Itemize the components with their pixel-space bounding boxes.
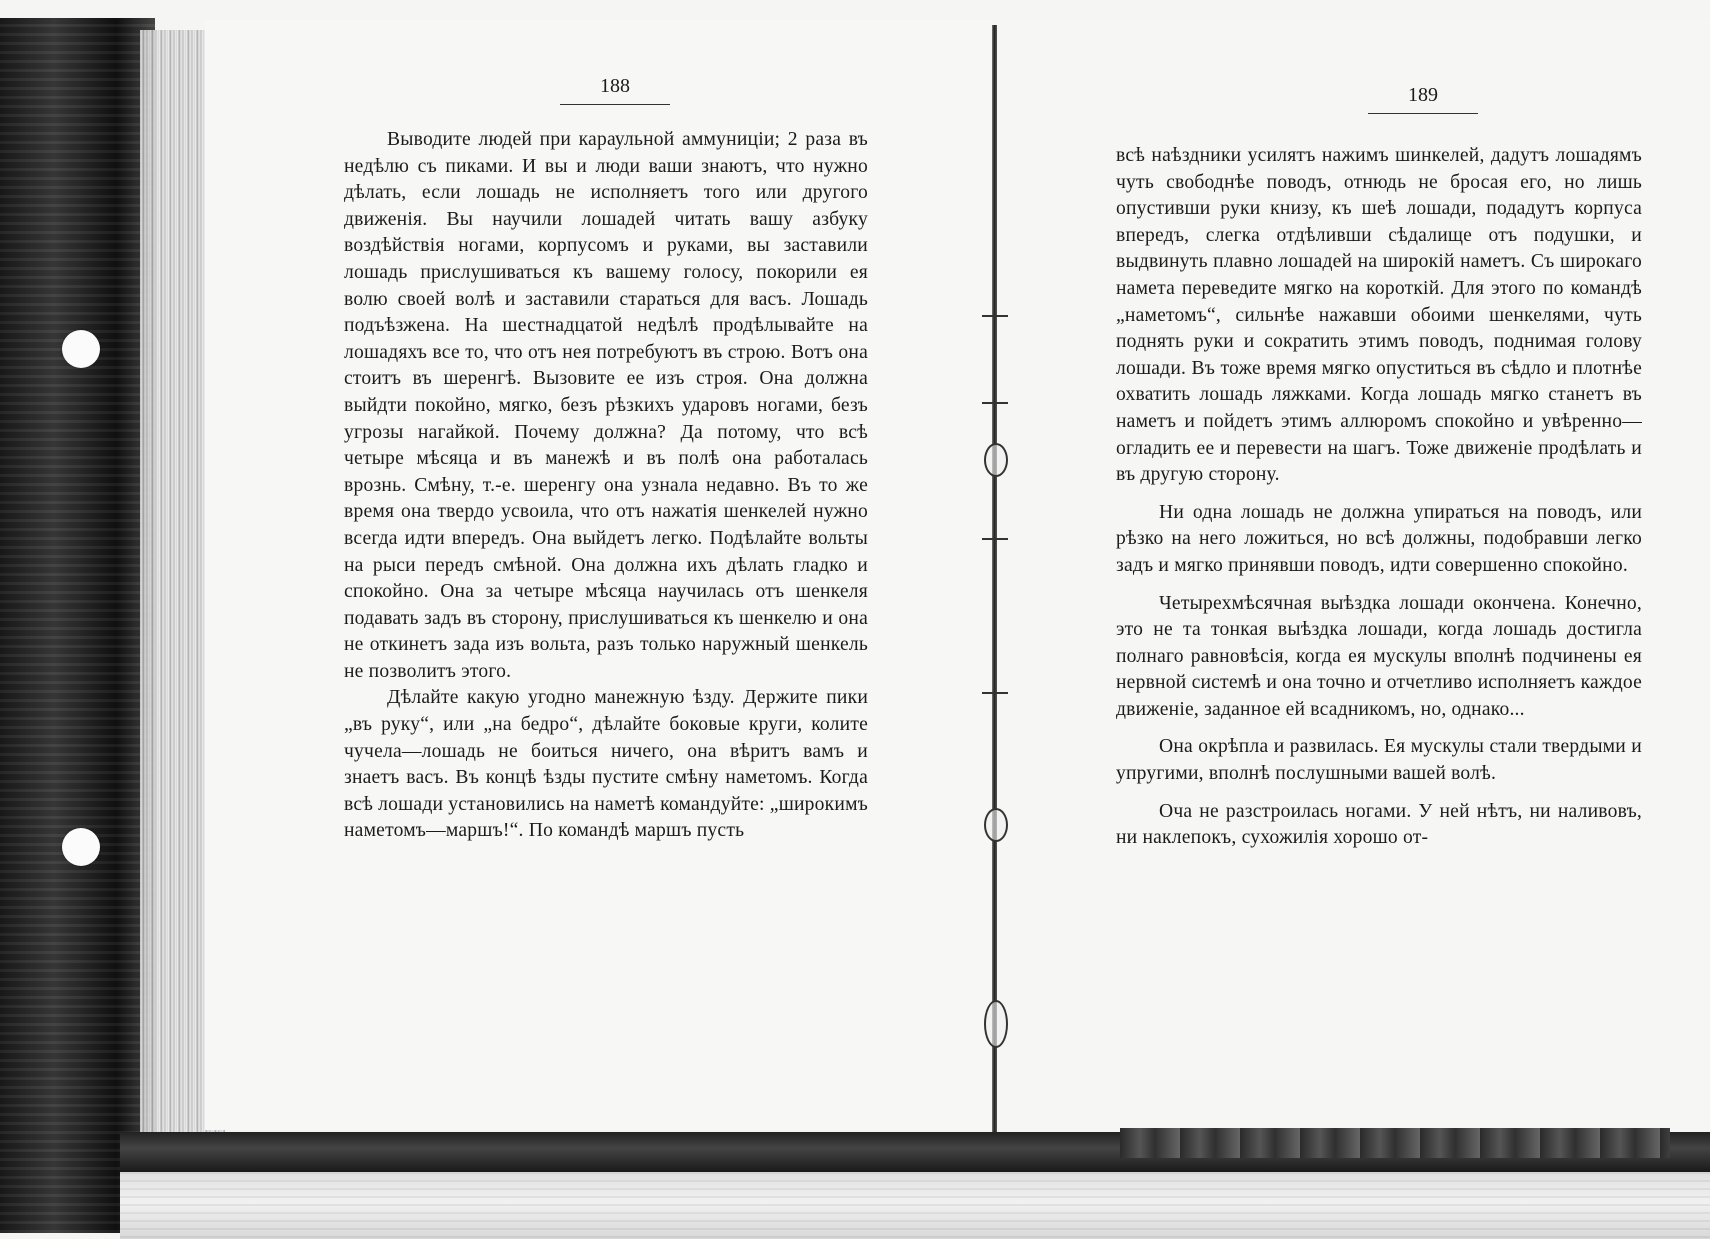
binding-stitch	[982, 692, 1008, 694]
paragraph: всѣ наѣздники усилятъ нажимъ шинкелей, дадутъ лошадямъ чуть свободнѣе поводъ, отнюдь не бросая его, но лишь опустивши руки книзу, къ шеѣ лошади, подадутъ корпуса впередъ, слегка отдѣливши сѣдалище отъ подушки, и выдвинуть плавно лошадей на широкій наметъ. Съ широкаго намета переведите мягко на короткій. Для этого по командѣ „наметомъ“, сильнѣе нажавши обоими шенкелями, чуть поднять руки и сократить этимъ поводъ, поднимая голову лошади. Въ тоже время мягко опуститься въ сѣдло и плотнѣе охватить лошадь ляжками. Когда лошадь мягко станетъ въ наметъ и пойдетъ этимъ аллюромъ спокойно и увѣренно—огладить ее и перевести на шагъ. Тоже движеніе продѣлать и въ другую сторону.	[1116, 145, 1642, 486]
right-page-text	[1116, 143, 1642, 852]
paragraph: Она окрѣпла и развилась. Ея мускулы стали твердыми и упругими, вполнѣ послушными вашей волѣ.	[1116, 736, 1642, 785]
punch-hole-bottom	[62, 828, 100, 866]
scanner-edge-texture	[0, 18, 155, 1233]
binding-stitch	[984, 1000, 1008, 1048]
page-number-left: 188	[560, 75, 670, 105]
page-number-right: 189	[1368, 84, 1478, 114]
paragraph: Выводите людей при караульной аммуниціи; 2 раза въ недѣлю съ пиками. И вы и люди ваши знаютъ, что нужно дѣлать, если лошадь не исполняетъ того или другого движенія. Вы научили лошадей читать вашу азбуку воздѣйствія ногами, корпусомъ и руками, вы заставили лошадь прислушиваться къ вашему голосу, покорили ея волю своей волѣ и заставили стараться для васъ. Лошадь подъѣзжена. На шестнадцатой недѣлѣ продѣлывайте на лошадяхъ все то, что отъ нея потребуютъ въ строю. Вотъ она стоитъ въ шеренгѣ. Вызовите ее изъ строя. Она должна выйдти покойно, мягко, безъ рѣзкихъ ударовъ ногами, безъ угрозы нагайкой. Почему должна? Да потому, что всѣ четыре мѣсяца и въ манежѣ и въ полѣ она работалась врознь. Смѣну, т.-е. шеренгу она узнала недавно. Въ то же время она твердо усвоила, что отъ нажатія шенкелей нужно всегда идти впередъ. Она выйдетъ легко. Подѣлайте вольты на рыси передъ смѣной. Она должна ихъ дѣлать гладко и спокойно. Она за четыре мѣсяца научилась отъ шенкеля подавать задъ въ сторону, прислушиваться къ шенкелю и она не откинетъ зада изъ вольта, разъ только наружный шенкель не позволитъ этого.	[344, 129, 868, 682]
binding-stitch	[982, 538, 1008, 540]
binding-stitch	[984, 443, 1008, 477]
book-gutter	[992, 25, 997, 1135]
paragraph: Четырехмѣсячная выѣздка лошади окончена. Конечно, это не та тонкая выѣздка лошади, когда лошадь достигла полнаго равновѣсія, когда ея мускулы вполнѣ подчинены ея нервной системѣ и она точно и отчетливо исполняетъ каждое движеніе, заданное ей всадникомъ, но, однако...	[1116, 592, 1642, 720]
left-page-text	[344, 127, 868, 845]
paragraph: Оча не разстроилась ногами. У ней нѣтъ, ни наливовъ, ни наклепокъ, сухожилія хорошо от-	[1116, 800, 1642, 849]
scanner-bed-texture	[120, 1172, 1710, 1239]
book-binding-texture	[1120, 1128, 1670, 1158]
binding-stitch	[982, 315, 1008, 317]
binding-stitch	[982, 402, 1008, 404]
binding-stitch	[984, 808, 1008, 842]
punch-hole-top	[62, 330, 100, 368]
paragraph: Дѣлайте какую угодно манежную ѣзду. Держите пики „въ руку“, или „на бедро“, дѣлайте боковые круги, колите чучела—лошадь не боиться ничего, она вѣритъ вамъ и знаетъ васъ. Въ концѣ ѣзды пустите смѣну наметомъ. Когда всѣ лошади установились на наметѣ командуйте: „широкимъ наметомъ—маршъ!“. По командѣ маршъ пусть	[344, 687, 868, 842]
paragraph: Ни одна лошадь не должна упираться на поводъ, или рѣзко на него ложиться, но всѣ должны, подобравши легко задъ и мягко принявши поводъ, идти совершенно спокойно.	[1116, 501, 1642, 576]
